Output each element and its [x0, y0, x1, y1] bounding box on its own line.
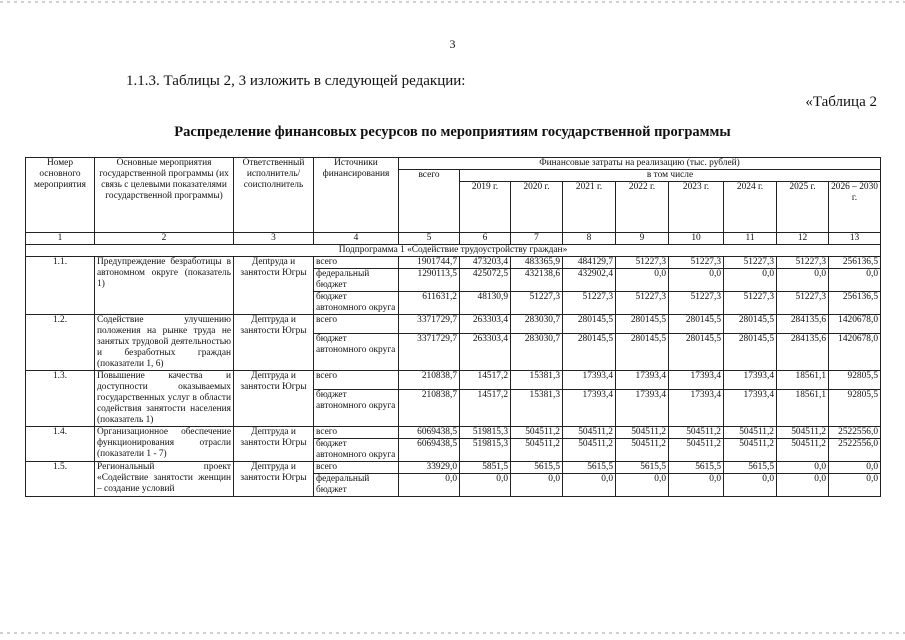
column-number: 9	[616, 233, 669, 245]
amount-year: 504511,2	[777, 439, 829, 462]
table-row	[26, 315, 881, 334]
amount-year: 280145,5	[616, 315, 669, 334]
amount-year: 17393,4	[616, 390, 669, 427]
header-main-activities: Основные мероприятия государственной программы (их связь с целевыми показателями государственной программы)	[95, 158, 234, 233]
amount-year: 0,0	[829, 462, 881, 474]
header-executor: Ответственный исполнитель/ соисполнитель	[234, 158, 314, 233]
column-number: 11	[724, 233, 777, 245]
amount-total: 1290113,5	[399, 269, 460, 292]
amount-total: 3371729,7	[399, 334, 460, 371]
amount-year: 504511,2	[511, 439, 563, 462]
amount-year: 473203,4	[460, 257, 511, 269]
amount-year: 17393,4	[669, 371, 724, 390]
amount-year: 0,0	[724, 474, 777, 497]
header-including: в том числе	[460, 170, 881, 182]
column-number: 12	[777, 233, 829, 245]
header-year: 2019 г.	[460, 182, 511, 233]
header-number: Номер основного мероприятия	[26, 158, 95, 233]
amount-year: 263303,4	[460, 334, 511, 371]
amount-year: 0,0	[829, 474, 881, 497]
amount-year: 2522556,0	[829, 439, 881, 462]
amount-year: 0,0	[511, 474, 563, 497]
amount-year: 263303,4	[460, 315, 511, 334]
amount-year: 51227,3	[563, 292, 616, 315]
amount-year: 0,0	[616, 474, 669, 497]
amount-year: 256136,5	[829, 257, 881, 269]
amount-year: 484129,7	[563, 257, 616, 269]
column-number: 4	[314, 233, 399, 245]
amount-year: 504511,2	[616, 427, 669, 439]
amount-year: 5615,5	[669, 462, 724, 474]
amount-year: 280145,5	[724, 334, 777, 371]
activity-name: Повышение качества и доступности оказываемых государственных услуг в области содействия занятости населения (показатель 1)	[95, 371, 234, 427]
amount-year: 17393,4	[724, 371, 777, 390]
activity-executor: Дептруда и занятости Югры	[234, 427, 314, 462]
amount-year: 504511,2	[563, 439, 616, 462]
amount-total: 3371729,7	[399, 315, 460, 334]
header-year: 2025 г.	[777, 182, 829, 233]
amount-year: 15381,3	[511, 390, 563, 427]
subprogram-title: Подпрограмма 1 «Содействие трудоустройству граждан»	[26, 245, 881, 257]
activity-executor: Депtруда и занятости Югры	[234, 257, 314, 315]
column-number: 10	[669, 233, 724, 245]
amount-year: 280145,5	[563, 315, 616, 334]
amount-year: 0,0	[777, 462, 829, 474]
amount-year: 504511,2	[563, 427, 616, 439]
amount-year: 2522556,0	[829, 427, 881, 439]
header-financing: Финансовые затраты на реализацию (тыс. рублей)	[399, 158, 881, 170]
amount-year: 425072,5	[460, 269, 511, 292]
amount-year: 504511,2	[669, 439, 724, 462]
activity-number: 1.4.	[26, 427, 95, 462]
activity-number: 1.2.	[26, 315, 95, 371]
amount-year: 51227,3	[616, 257, 669, 269]
amount-year: 504511,2	[724, 427, 777, 439]
amount-year: 17393,4	[724, 390, 777, 427]
funding-source: бюджет автономного округа	[314, 334, 399, 371]
amount-year: 0,0	[777, 269, 829, 292]
document-title: Распределение финансовых ресурсов по мероприятиям государственной программы	[174, 124, 731, 140]
activity-name: Предупреждение безработицы в автономном округе (показатель 1)	[95, 257, 234, 315]
amount-year: 280145,5	[563, 334, 616, 371]
amount-year: 17393,4	[563, 371, 616, 390]
header-total: всего	[399, 170, 460, 233]
column-number: 3	[234, 233, 314, 245]
amount-year: 283030,7	[511, 334, 563, 371]
header-row	[26, 158, 881, 170]
amount-year: 17393,4	[616, 371, 669, 390]
header-year: 2023 г.	[669, 182, 724, 233]
funding-source: федеральный бюджет	[314, 269, 399, 292]
funding-source: всего	[314, 257, 399, 269]
header-year: 2021 г.	[563, 182, 616, 233]
column-number: 5	[399, 233, 460, 245]
amount-year: 280145,5	[669, 334, 724, 371]
amount-total: 6069438,5	[399, 427, 460, 439]
amount-total: 33929,0	[399, 462, 460, 474]
funding-source: всего	[314, 462, 399, 474]
amount-year: 256136,5	[829, 292, 881, 315]
amount-year: 504511,2	[724, 439, 777, 462]
amount-year: 519815,3	[460, 427, 511, 439]
amount-year: 5615,5	[563, 462, 616, 474]
activity-number: 1.5.	[26, 462, 95, 497]
amount-year: 51227,3	[777, 292, 829, 315]
amount-year: 15381,3	[511, 371, 563, 390]
column-number: 7	[511, 233, 563, 245]
amount-year: 0,0	[669, 474, 724, 497]
amount-year: 0,0	[669, 269, 724, 292]
amount-year: 5615,5	[511, 462, 563, 474]
amount-total: 210838,7	[399, 371, 460, 390]
amount-year: 17393,4	[563, 390, 616, 427]
funding-source: федеральный бюджет	[314, 474, 399, 497]
column-numbers-row	[26, 233, 881, 245]
funding-source: бюджет автономного округа	[314, 390, 399, 427]
amount-year: 284135,6	[777, 334, 829, 371]
activity-number: 1.3.	[26, 371, 95, 427]
table-label: «Таблица 2	[805, 94, 877, 110]
amount-year: 17393,4	[669, 390, 724, 427]
activity-executor: Дептруда и занятости Югры	[234, 315, 314, 371]
column-number: 1	[26, 233, 95, 245]
amount-year: 0,0	[829, 269, 881, 292]
column-number: 8	[563, 233, 616, 245]
amount-year: 0,0	[616, 269, 669, 292]
amount-year: 92805,5	[829, 390, 881, 427]
amount-year: 504511,2	[511, 427, 563, 439]
amount-year: 432902,4	[563, 269, 616, 292]
table-row	[26, 427, 881, 439]
amount-year: 0,0	[563, 474, 616, 497]
amount-year: 18561,1	[777, 371, 829, 390]
funding-source: всего	[314, 315, 399, 334]
column-number: 13	[829, 233, 881, 245]
funding-source: бюджет автономного округа	[314, 439, 399, 462]
amount-year: 280145,5	[669, 315, 724, 334]
amount-year: 0,0	[724, 269, 777, 292]
table-row	[26, 462, 881, 474]
amount-year: 280145,5	[724, 315, 777, 334]
amount-year: 51227,3	[669, 257, 724, 269]
amount-year: 51227,3	[511, 292, 563, 315]
funding-source: всего	[314, 371, 399, 390]
activity-name: Организационное обеспечение функционирования отрасли (показатели 1 - 7)	[95, 427, 234, 462]
activity-name: Региональный проект «Содействие занятости женщин – создание условий	[95, 462, 234, 497]
column-number: 6	[460, 233, 511, 245]
amount-year: 432138,6	[511, 269, 563, 292]
amount-year: 5615,5	[724, 462, 777, 474]
amount-year: 5615,5	[616, 462, 669, 474]
amount-year: 14517,2	[460, 371, 511, 390]
table-row	[26, 371, 881, 390]
amount-year: 1420678,0	[829, 315, 881, 334]
amount-year: 0,0	[777, 474, 829, 497]
scan-edge-top	[0, 1, 905, 3]
amount-year: 504511,2	[669, 427, 724, 439]
activity-executor: Дептруда и занятости Югры	[234, 371, 314, 427]
amount-year: 5851,5	[460, 462, 511, 474]
activity-executor: Дептруда и занятости Югры	[234, 462, 314, 497]
funding-source: бюджет автономного округа	[314, 292, 399, 315]
amount-year: 283030,7	[511, 315, 563, 334]
amount-total: 0,0	[399, 474, 460, 497]
amount-total: 1901744,7	[399, 257, 460, 269]
header-year: 2026 – 2030 г.	[829, 182, 881, 233]
amount-year: 280145,5	[616, 334, 669, 371]
activity-number: 1.1.	[26, 257, 95, 315]
financial-table	[25, 157, 881, 497]
funding-source: всего	[314, 427, 399, 439]
page-number: 3	[449, 37, 456, 51]
amount-year: 92805,5	[829, 371, 881, 390]
amount-year: 51227,3	[724, 257, 777, 269]
header-year: 2022 г.	[616, 182, 669, 233]
scan-edge-bottom	[0, 632, 905, 634]
amount-year: 18561,1	[777, 390, 829, 427]
subprogram-row	[26, 245, 881, 257]
amount-year: 504511,2	[616, 439, 669, 462]
amount-year: 51227,3	[777, 257, 829, 269]
amount-year: 14517,2	[460, 390, 511, 427]
activity-name: Содействие улучшению положения на рынке труда не занятых трудовой деятельностью и безработных граждан (показатели 1, 6)	[95, 315, 234, 371]
table-row	[26, 257, 881, 269]
amount-year: 51227,3	[669, 292, 724, 315]
header-year: 2020 г.	[511, 182, 563, 233]
header-source: Источники финансирования	[314, 158, 399, 233]
amount-year: 48130,9	[460, 292, 511, 315]
amount-year: 51227,3	[724, 292, 777, 315]
amount-year: 51227,3	[616, 292, 669, 315]
header-year: 2024 г.	[724, 182, 777, 233]
amount-total: 210838,7	[399, 390, 460, 427]
instruction-text: 1.1.3. Таблицы 2, 3 изложить в следующей редакции:	[126, 73, 466, 89]
amount-year: 0,0	[460, 474, 511, 497]
amount-total: 611631,2	[399, 292, 460, 315]
amount-year: 519815,3	[460, 439, 511, 462]
amount-year: 284135,6	[777, 315, 829, 334]
column-number: 2	[95, 233, 234, 245]
amount-year: 483365,9	[511, 257, 563, 269]
amount-year: 1420678,0	[829, 334, 881, 371]
amount-year: 504511,2	[777, 427, 829, 439]
amount-total: 6069438,5	[399, 439, 460, 462]
